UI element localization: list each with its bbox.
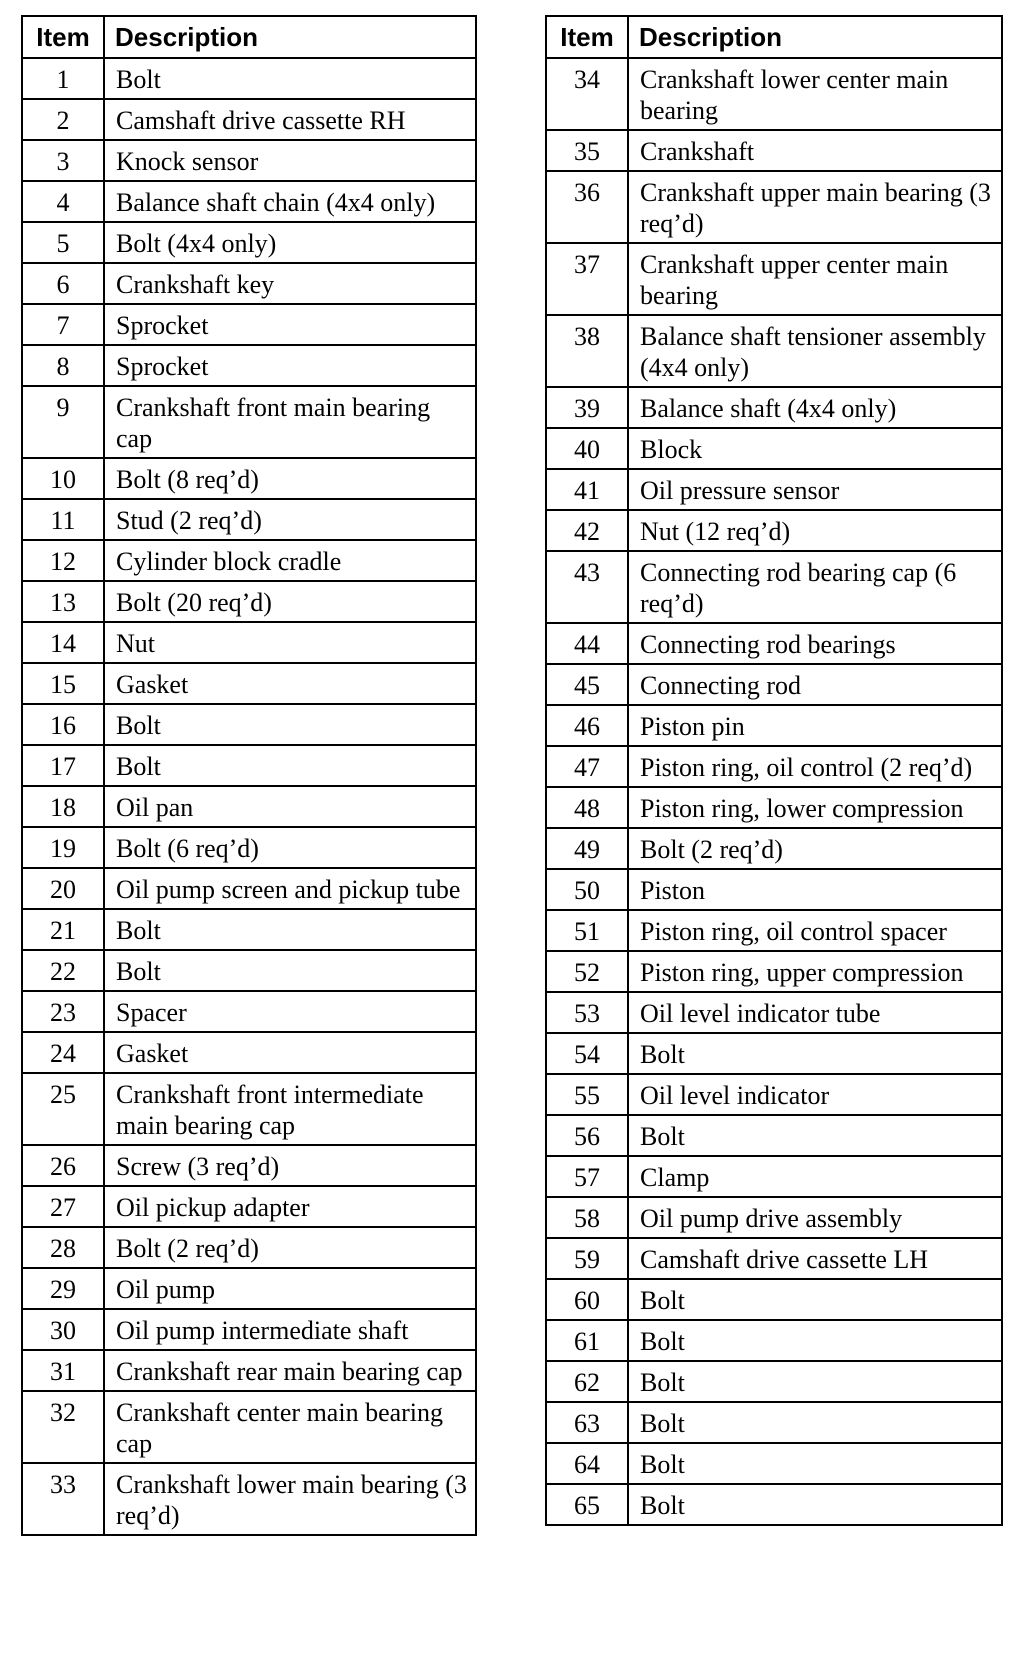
- item-description: Bolt (6 req’d): [104, 827, 476, 868]
- table-row: [546, 787, 1002, 828]
- item-number: 41: [546, 469, 628, 510]
- table-row: [22, 1268, 476, 1309]
- item-number: 9: [22, 386, 104, 458]
- item-number: 61: [546, 1320, 628, 1361]
- item-number: 15: [22, 663, 104, 704]
- item-number: 48: [546, 787, 628, 828]
- right-table-body: [546, 58, 1002, 1525]
- item-description: Oil level indicator tube: [628, 992, 1002, 1033]
- table-row: [22, 1186, 476, 1227]
- item-description: Crankshaft key: [104, 263, 476, 304]
- table-row: [546, 510, 1002, 551]
- right-parts-table: [545, 15, 1003, 1526]
- item-description: Balance shaft (4x4 only): [628, 387, 1002, 428]
- item-number: 38: [546, 315, 628, 387]
- table-row: [546, 243, 1002, 315]
- table-row: [546, 951, 1002, 992]
- item-number: 63: [546, 1402, 628, 1443]
- table-row: [546, 1156, 1002, 1197]
- table-row: [546, 1484, 1002, 1525]
- item-description: Bolt (8 req’d): [104, 458, 476, 499]
- item-number: 7: [22, 304, 104, 345]
- item-number: 65: [546, 1484, 628, 1525]
- item-description: Camshaft drive cassette LH: [628, 1238, 1002, 1279]
- table-row: [22, 827, 476, 868]
- table-row: [22, 1391, 476, 1463]
- item-number: 33: [22, 1463, 104, 1535]
- table-row: [22, 663, 476, 704]
- table-row: [22, 1145, 476, 1186]
- item-description: Bolt: [104, 950, 476, 991]
- table-row: [22, 1463, 476, 1535]
- item-number: 31: [22, 1350, 104, 1391]
- item-description: Piston ring, oil control spacer: [628, 910, 1002, 951]
- table-row: [22, 786, 476, 827]
- table-row: [22, 1032, 476, 1073]
- table-row: [546, 1279, 1002, 1320]
- item-column-header: Item: [22, 16, 104, 58]
- item-description: Bolt: [628, 1361, 1002, 1402]
- item-description: Gasket: [104, 1032, 476, 1073]
- header-row: [22, 16, 476, 58]
- item-description: Crankshaft rear main bearing cap: [104, 1350, 476, 1391]
- item-number: 44: [546, 623, 628, 664]
- item-description: Nut: [104, 622, 476, 663]
- table-row: [22, 991, 476, 1032]
- item-description: Sprocket: [104, 304, 476, 345]
- table-row: [22, 745, 476, 786]
- table-row: [546, 1074, 1002, 1115]
- item-description: Nut (12 req’d): [628, 510, 1002, 551]
- item-number: 3: [22, 140, 104, 181]
- description-column-header: Description: [104, 16, 476, 58]
- item-description: Piston ring, lower compression: [628, 787, 1002, 828]
- table-row: [546, 1443, 1002, 1484]
- left-parts-table: [21, 15, 477, 1536]
- table-row: [22, 1309, 476, 1350]
- item-number: 1: [22, 58, 104, 99]
- table-row: [546, 1320, 1002, 1361]
- table-row: [22, 909, 476, 950]
- item-number: 16: [22, 704, 104, 745]
- table-row: [546, 1115, 1002, 1156]
- item-description: Oil pump intermediate shaft: [104, 1309, 476, 1350]
- item-number: 59: [546, 1238, 628, 1279]
- table-row: [546, 869, 1002, 910]
- item-description: Bolt: [628, 1484, 1002, 1525]
- table-row: [22, 499, 476, 540]
- item-number: 52: [546, 951, 628, 992]
- item-number: 34: [546, 58, 628, 130]
- table-row: [22, 181, 476, 222]
- table-row: [546, 1238, 1002, 1279]
- item-description: Knock sensor: [104, 140, 476, 181]
- table-row: [22, 304, 476, 345]
- item-number: 11: [22, 499, 104, 540]
- table-row: [546, 58, 1002, 130]
- item-number: 2: [22, 99, 104, 140]
- table-row: [546, 664, 1002, 705]
- item-number: 14: [22, 622, 104, 663]
- item-description: Spacer: [104, 991, 476, 1032]
- item-description: Crankshaft lower center main bearing: [628, 58, 1002, 130]
- item-number: 37: [546, 243, 628, 315]
- table-row: [546, 828, 1002, 869]
- item-number: 18: [22, 786, 104, 827]
- item-description: Crankshaft center main bearing cap: [104, 1391, 476, 1463]
- header-row: [546, 16, 1002, 58]
- item-number: 23: [22, 991, 104, 1032]
- item-description: Oil pressure sensor: [628, 469, 1002, 510]
- item-description: Oil pickup adapter: [104, 1186, 476, 1227]
- item-number: 35: [546, 130, 628, 171]
- item-number: 46: [546, 705, 628, 746]
- item-number: 12: [22, 540, 104, 581]
- item-number: 25: [22, 1073, 104, 1145]
- table-row: [546, 1197, 1002, 1238]
- item-description: Bolt (20 req’d): [104, 581, 476, 622]
- table-row: [546, 1361, 1002, 1402]
- table-row: [546, 315, 1002, 387]
- item-description: Bolt: [628, 1443, 1002, 1484]
- item-description: Bolt: [104, 704, 476, 745]
- item-number: 64: [546, 1443, 628, 1484]
- item-number: 10: [22, 458, 104, 499]
- item-description: Crankshaft front intermediate main bearing cap: [104, 1073, 476, 1145]
- item-number: 55: [546, 1074, 628, 1115]
- item-number: 5: [22, 222, 104, 263]
- item-number: 36: [546, 171, 628, 243]
- item-number: 21: [22, 909, 104, 950]
- table-row: [546, 469, 1002, 510]
- item-number: 17: [22, 745, 104, 786]
- item-description: Gasket: [104, 663, 476, 704]
- item-number: 28: [22, 1227, 104, 1268]
- item-description: Oil pump drive assembly: [628, 1197, 1002, 1238]
- item-number: 24: [22, 1032, 104, 1073]
- table-row: [22, 263, 476, 304]
- item-number: 57: [546, 1156, 628, 1197]
- item-number: 51: [546, 910, 628, 951]
- item-description: Bolt: [628, 1033, 1002, 1074]
- item-description: Oil pump: [104, 1268, 476, 1309]
- item-number: 40: [546, 428, 628, 469]
- table-row: [546, 623, 1002, 664]
- item-number: 20: [22, 868, 104, 909]
- item-number: 26: [22, 1145, 104, 1186]
- item-description: Bolt: [628, 1279, 1002, 1320]
- table-row: [22, 345, 476, 386]
- item-number: 19: [22, 827, 104, 868]
- table-row: [22, 540, 476, 581]
- item-number: 60: [546, 1279, 628, 1320]
- table-row: [22, 1227, 476, 1268]
- item-description: Piston: [628, 869, 1002, 910]
- item-description: Clamp: [628, 1156, 1002, 1197]
- table-row: [22, 140, 476, 181]
- table-row: [546, 746, 1002, 787]
- item-number: 4: [22, 181, 104, 222]
- item-description: Connecting rod: [628, 664, 1002, 705]
- table-row: [22, 99, 476, 140]
- item-number: 32: [22, 1391, 104, 1463]
- item-description: Bolt (2 req’d): [628, 828, 1002, 869]
- item-number: 54: [546, 1033, 628, 1074]
- item-number: 45: [546, 664, 628, 705]
- item-description: Bolt: [104, 745, 476, 786]
- item-number: 6: [22, 263, 104, 304]
- table-row: [22, 458, 476, 499]
- item-description: Crankshaft lower main bearing (3 req’d): [104, 1463, 476, 1535]
- item-description: Bolt (4x4 only): [104, 222, 476, 263]
- item-number: 56: [546, 1115, 628, 1156]
- item-number: 39: [546, 387, 628, 428]
- item-description: Crankshaft: [628, 130, 1002, 171]
- item-description: Connecting rod bearing cap (6 req’d): [628, 551, 1002, 623]
- description-column-header: Description: [628, 16, 1002, 58]
- table-row: [22, 222, 476, 263]
- table-row: [546, 428, 1002, 469]
- item-description: Oil level indicator: [628, 1074, 1002, 1115]
- item-description: Sprocket: [104, 345, 476, 386]
- item-description: Balance shaft tensioner assembly (4x4 only): [628, 315, 1002, 387]
- item-description: Bolt: [628, 1115, 1002, 1156]
- table-row: [546, 705, 1002, 746]
- item-number: 49: [546, 828, 628, 869]
- item-number: 50: [546, 869, 628, 910]
- item-number: 29: [22, 1268, 104, 1309]
- table-row: [22, 868, 476, 909]
- table-row: [546, 1402, 1002, 1443]
- item-description: Bolt: [628, 1402, 1002, 1443]
- item-description: Bolt: [628, 1320, 1002, 1361]
- item-number: 30: [22, 1309, 104, 1350]
- table-row: [22, 581, 476, 622]
- table-row: [22, 1350, 476, 1391]
- item-description: Balance shaft chain (4x4 only): [104, 181, 476, 222]
- left-table-body: [22, 58, 476, 1535]
- item-description: Crankshaft upper center main bearing: [628, 243, 1002, 315]
- item-column-header: Item: [546, 16, 628, 58]
- table-row: [546, 387, 1002, 428]
- item-number: 53: [546, 992, 628, 1033]
- item-number: 13: [22, 581, 104, 622]
- table-row: [22, 704, 476, 745]
- table-row: [546, 992, 1002, 1033]
- item-description: Bolt: [104, 58, 476, 99]
- table-row: [546, 171, 1002, 243]
- table-row: [22, 950, 476, 991]
- item-number: 62: [546, 1361, 628, 1402]
- item-description: Block: [628, 428, 1002, 469]
- item-description: Bolt (2 req’d): [104, 1227, 476, 1268]
- item-description: Stud (2 req’d): [104, 499, 476, 540]
- table-row: [546, 910, 1002, 951]
- item-description: Camshaft drive cassette RH: [104, 99, 476, 140]
- table-row: [22, 58, 476, 99]
- item-description: Oil pump screen and pickup tube: [104, 868, 476, 909]
- table-row: [546, 551, 1002, 623]
- item-number: 43: [546, 551, 628, 623]
- item-number: 58: [546, 1197, 628, 1238]
- item-description: Piston ring, upper compression: [628, 951, 1002, 992]
- table-row: [22, 622, 476, 663]
- item-description: Cylinder block cradle: [104, 540, 476, 581]
- item-number: 47: [546, 746, 628, 787]
- table-row: [22, 386, 476, 458]
- item-number: 27: [22, 1186, 104, 1227]
- item-description: Crankshaft front main bearing cap: [104, 386, 476, 458]
- table-row: [546, 130, 1002, 171]
- item-number: 8: [22, 345, 104, 386]
- item-description: Piston ring, oil control (2 req’d): [628, 746, 1002, 787]
- item-description: Oil pan: [104, 786, 476, 827]
- item-number: 42: [546, 510, 628, 551]
- table-row: [22, 1073, 476, 1145]
- item-description: Piston pin: [628, 705, 1002, 746]
- item-number: 22: [22, 950, 104, 991]
- item-description: Bolt: [104, 909, 476, 950]
- item-description: Screw (3 req’d): [104, 1145, 476, 1186]
- item-description: Crankshaft upper main bearing (3 req’d): [628, 171, 1002, 243]
- table-row: [546, 1033, 1002, 1074]
- item-description: Connecting rod bearings: [628, 623, 1002, 664]
